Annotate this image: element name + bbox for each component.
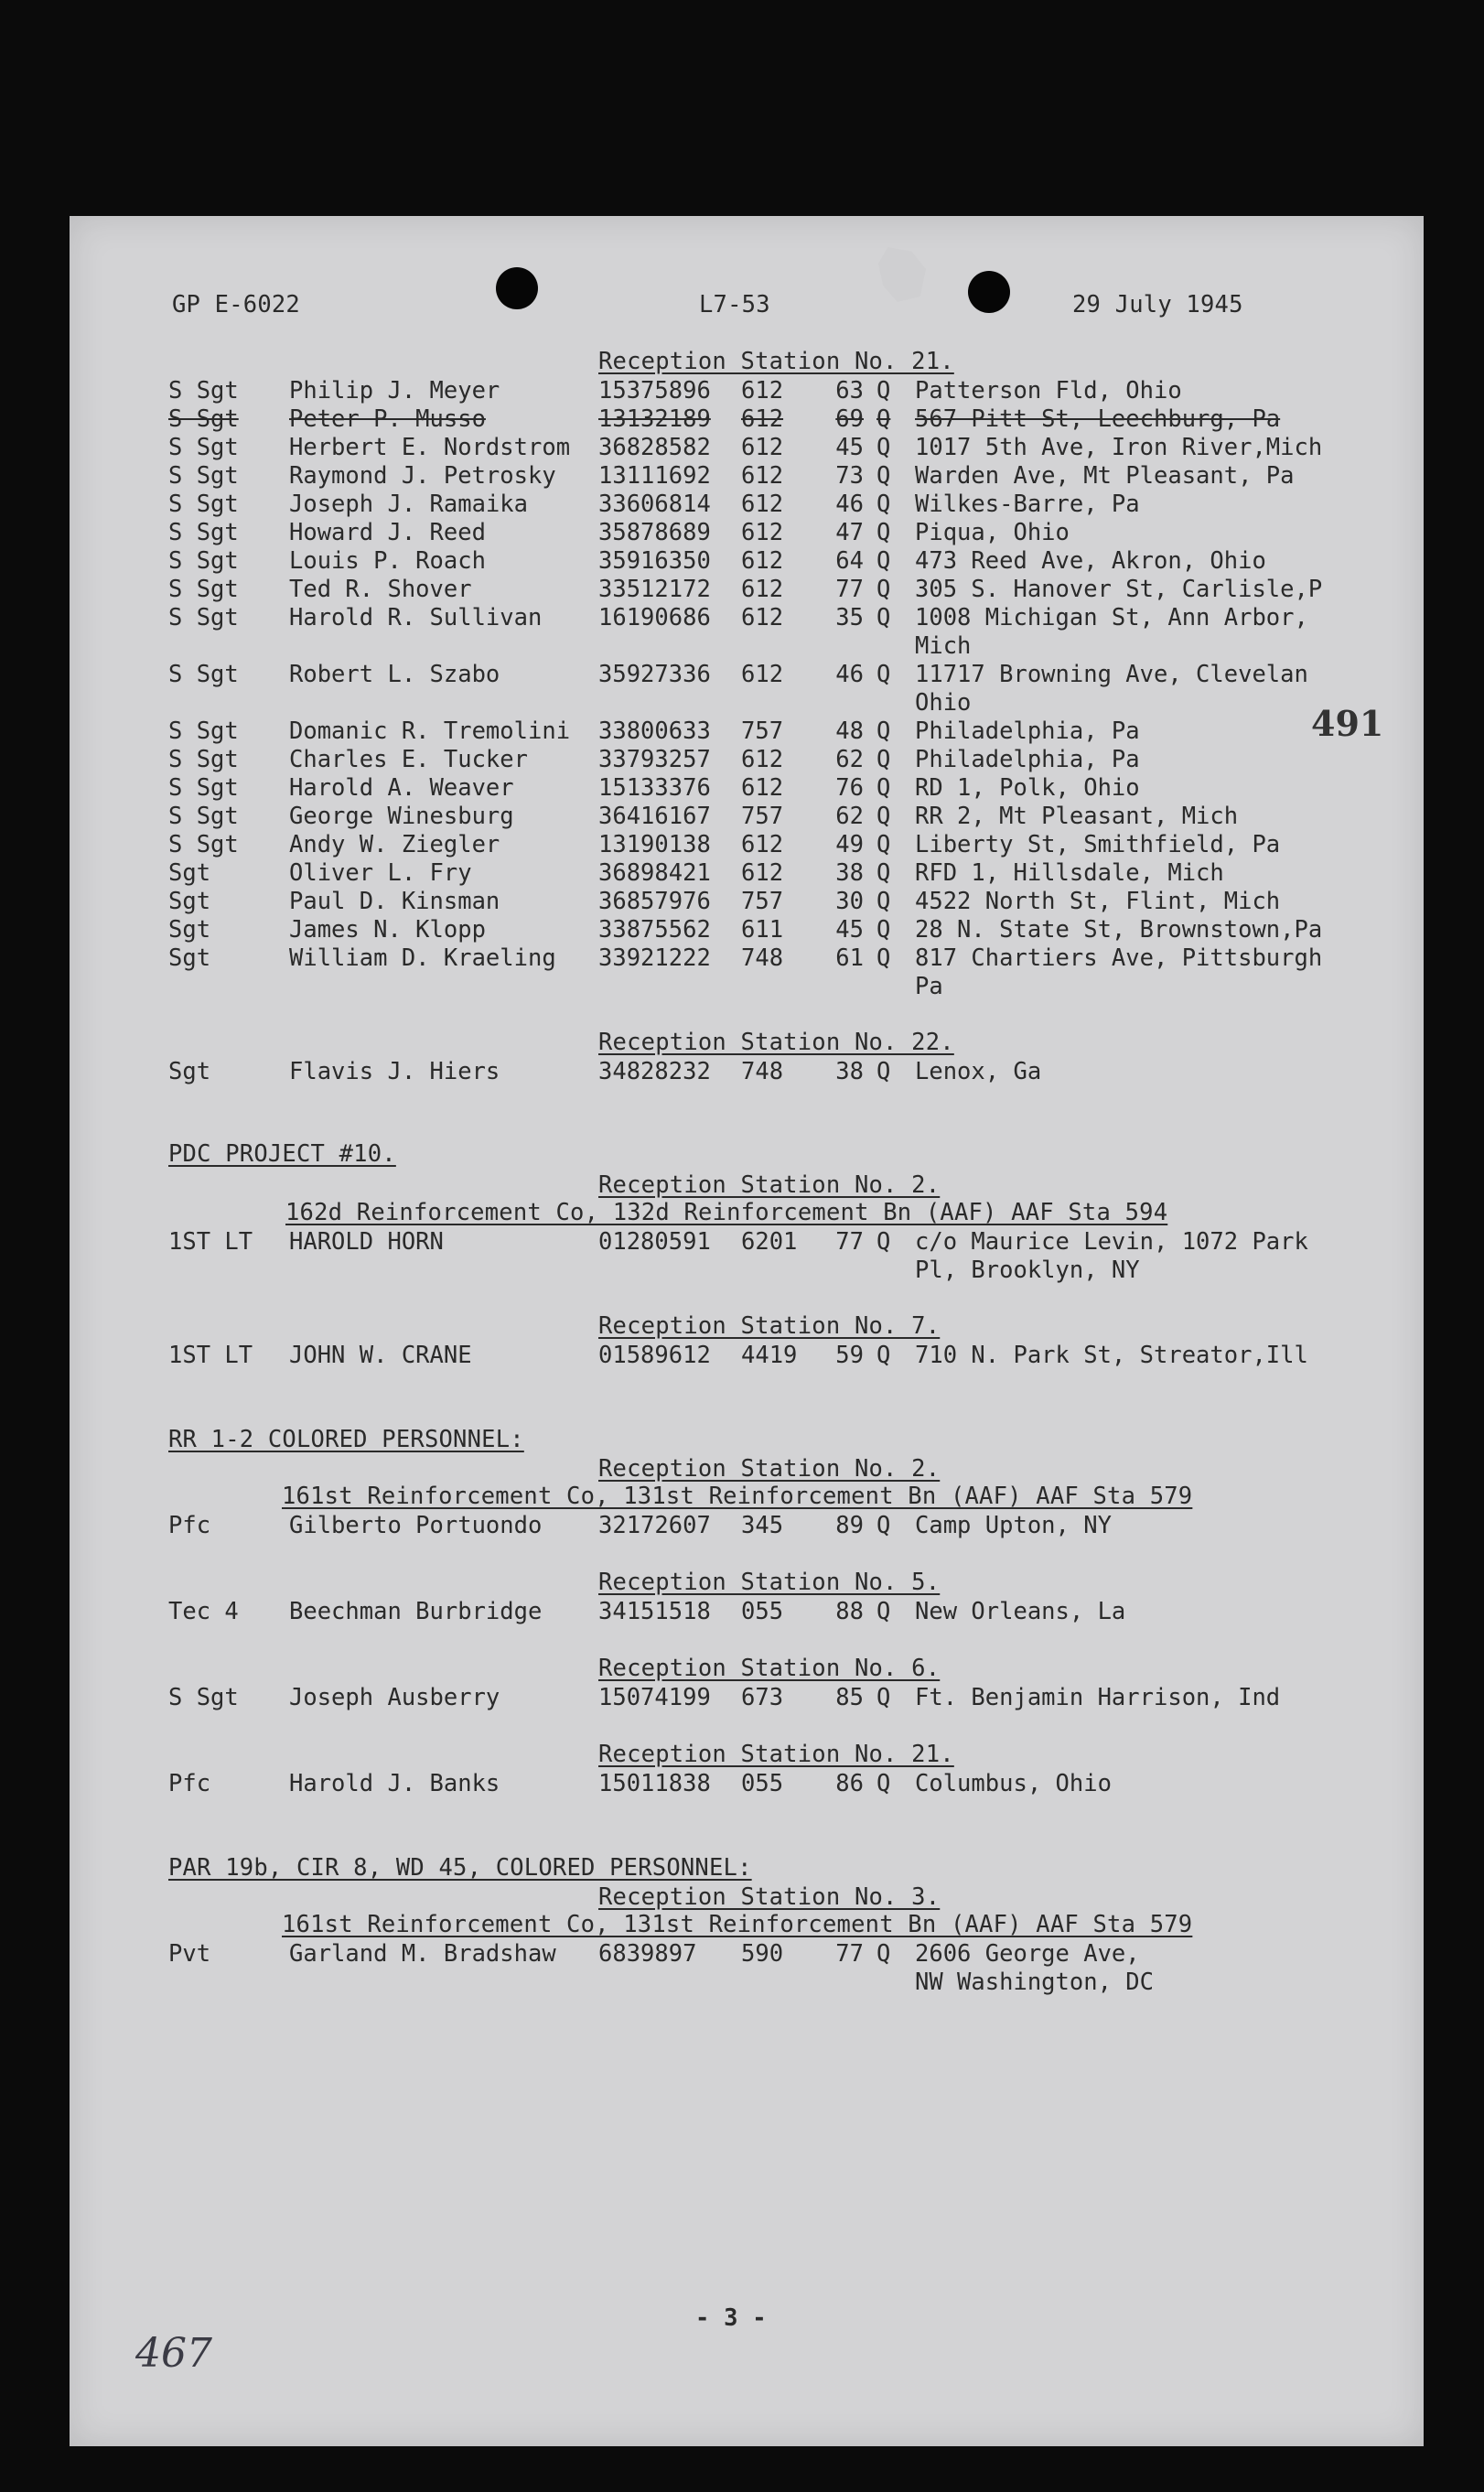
mos-code: 345 (741, 1512, 784, 1539)
score: 73 (835, 462, 864, 490)
mos-code: 612 (741, 774, 784, 802)
name: Joseph J. Ramaika (289, 491, 528, 518)
name: Andy W. Ziegler (289, 831, 500, 858)
serial-number: 13190138 (598, 831, 711, 858)
rank: S Sgt (168, 661, 239, 688)
score: 45 (835, 434, 864, 461)
status: Q (876, 576, 891, 603)
score: 38 (835, 859, 864, 887)
station-heading: Reception Station No. 5. (598, 1569, 941, 1596)
status: Q (876, 746, 891, 773)
mos-code: 757 (741, 888, 784, 915)
name: James N. Klopp (289, 916, 486, 944)
rank: S Sgt (168, 462, 239, 490)
mos-code: 673 (741, 1684, 784, 1711)
serial-number: 36416167 (598, 803, 711, 830)
address: RD 1, Polk, Ohio (915, 774, 1140, 802)
status: Q (876, 519, 891, 546)
name: Harold J. Banks (289, 1770, 500, 1797)
mos-code: 612 (741, 405, 784, 433)
score: 59 (835, 1342, 864, 1369)
table-row (70, 491, 1424, 519)
serial-number: 35916350 (598, 547, 711, 575)
name: Ted R. Shover (289, 576, 472, 603)
serial-number: 32172607 (598, 1512, 711, 1539)
address: 4522 North St, Flint, Mich (915, 888, 1281, 915)
handwritten-note: 467 (135, 2330, 212, 2377)
status: Q (876, 547, 891, 575)
rank: S Sgt (168, 604, 239, 631)
serial-number: 01280591 (598, 1228, 711, 1256)
rank: S Sgt (168, 1684, 239, 1711)
table-row (70, 405, 1424, 434)
name: Robert L. Szabo (289, 661, 500, 688)
address: Liberty St, Smithfield, Pa (915, 831, 1281, 858)
mos-code: 748 (741, 944, 784, 972)
rank: S Sgt (168, 491, 239, 518)
address: Camp Upton, NY (915, 1512, 1112, 1539)
serial-number: 16190686 (598, 604, 711, 631)
name: Flavis J. Hiers (289, 1058, 500, 1085)
score: 49 (835, 831, 864, 858)
status: Q (876, 774, 891, 802)
name: Harold A. Weaver (289, 774, 514, 802)
table-row (70, 519, 1424, 547)
table-row (70, 1684, 1424, 1712)
mos-code: 612 (741, 831, 784, 858)
rank: S Sgt (168, 717, 239, 745)
station-heading: Reception Station No. 2. (598, 1455, 941, 1483)
status: Q (876, 377, 891, 405)
address: RR 2, Mt Pleasant, Mich (915, 803, 1239, 830)
address: RFD 1, Hillsdale, Mich (915, 859, 1224, 887)
mos-code: 612 (741, 491, 784, 518)
score: 35 (835, 604, 864, 631)
serial-number: 13132189 (598, 405, 711, 433)
address: 817 Chartiers Ave, Pittsburgh (915, 944, 1323, 972)
station-heading: Reception Station No. 22. (598, 1029, 954, 1056)
status: Q (876, 1684, 891, 1711)
score: 85 (835, 1684, 864, 1711)
status: Q (876, 859, 891, 887)
status: Q (876, 1058, 891, 1085)
serial-number: 36828582 (598, 434, 711, 461)
rank: S Sgt (168, 803, 239, 830)
table-row (70, 377, 1424, 405)
rank: S Sgt (168, 519, 239, 546)
mos-code: 612 (741, 604, 784, 631)
table-row (70, 1228, 1424, 1257)
score: 62 (835, 803, 864, 830)
address: Philadelphia, Pa (915, 717, 1140, 745)
punch-hole-left (496, 267, 538, 309)
rank: 1ST LT (168, 1228, 253, 1256)
station-heading: Reception Station No. 21. (598, 1741, 954, 1768)
address: Warden Ave, Mt Pleasant, Pa (915, 462, 1295, 490)
name: HAROLD HORN (289, 1228, 444, 1256)
address: 567 Pitt St, Leechburg, Pa (915, 405, 1281, 433)
score: 69 (835, 405, 864, 433)
name: JOHN W. CRANE (289, 1342, 472, 1369)
address: 11717 Browning Ave, Clevelan (915, 661, 1308, 688)
punch-hole-right (968, 271, 1010, 313)
rank: Sgt (168, 944, 211, 972)
rank: Pfc (168, 1770, 211, 1797)
table-row (70, 1058, 1424, 1086)
table-row (70, 604, 1424, 632)
name: Domanic R. Tremolini (289, 717, 571, 745)
serial-number: 6839897 (598, 1940, 697, 1968)
score: 61 (835, 944, 864, 972)
rank: Tec 4 (168, 1598, 239, 1625)
address: Ft. Benjamin Harrison, Ind (915, 1684, 1281, 1711)
status: Q (876, 1342, 891, 1369)
address: 2606 George Ave, (915, 1940, 1140, 1968)
status: Q (876, 434, 891, 461)
address: New Orleans, La (915, 1598, 1126, 1625)
mos-code: 612 (741, 462, 784, 490)
mos-code: 612 (741, 661, 784, 688)
status: Q (876, 462, 891, 490)
unit-heading: 161st Reinforcement Co, 131st Reinforcement Bn (AAF) AAF Sta 579 (282, 1911, 1193, 1938)
status: Q (876, 1598, 891, 1625)
score: 47 (835, 519, 864, 546)
rank: Pfc (168, 1512, 211, 1539)
mos-code: 612 (741, 746, 784, 773)
mos-code: 611 (741, 916, 784, 944)
address: Wilkes-Barre, Pa (915, 491, 1140, 518)
section-title: PAR 19b, CIR 8, WD 45, COLORED PERSONNEL: (168, 1854, 752, 1882)
name: William D. Kraeling (289, 944, 556, 972)
serial-number: 33793257 (598, 746, 711, 773)
score: 86 (835, 1770, 864, 1797)
address-continued: NW Washington, DC (915, 1969, 1154, 1996)
serial-number: 15133376 (598, 774, 711, 802)
table-row (70, 859, 1424, 888)
station-heading: Reception Station No. 2. (598, 1171, 941, 1199)
mos-code: 055 (741, 1770, 784, 1797)
rank: Sgt (168, 916, 211, 944)
section-title: RR 1-2 COLORED PERSONNEL: (168, 1426, 524, 1453)
address-continued: Mich (915, 632, 972, 660)
serial-number: 15375896 (598, 377, 711, 405)
rank: Sgt (168, 859, 211, 887)
table-row (70, 1512, 1424, 1540)
form-code: GP E-6022 (172, 291, 300, 318)
status: Q (876, 717, 891, 745)
torn-corner (878, 247, 926, 302)
address: 1008 Michigan St, Ann Arbor, (915, 604, 1308, 631)
mos-code: 612 (741, 859, 784, 887)
address-continued: Ohio (915, 689, 972, 717)
status: Q (876, 1770, 891, 1797)
mos-code: 612 (741, 547, 784, 575)
serial-number: 33606814 (598, 491, 711, 518)
rank: Sgt (168, 1058, 211, 1085)
mos-code: 757 (741, 717, 784, 745)
status: Q (876, 491, 891, 518)
table-row (70, 434, 1424, 462)
name: Oliver L. Fry (289, 859, 472, 887)
score: 64 (835, 547, 864, 575)
table-row (70, 547, 1424, 576)
mos-code: 757 (741, 803, 784, 830)
score: 48 (835, 717, 864, 745)
status: Q (876, 1228, 891, 1256)
serial-number: 33800633 (598, 717, 711, 745)
mos-code: 612 (741, 576, 784, 603)
rank: S Sgt (168, 377, 239, 405)
address: Philadelphia, Pa (915, 746, 1140, 773)
status: Q (876, 1940, 891, 1968)
address: c/o Maurice Levin, 1072 Park (915, 1228, 1308, 1256)
score: 46 (835, 491, 864, 518)
table-row (70, 831, 1424, 859)
mos-code: 612 (741, 519, 784, 546)
stamp-number: 491 (1311, 703, 1384, 744)
table-row (70, 462, 1424, 491)
score: 77 (835, 576, 864, 603)
serial-number: 33921222 (598, 944, 711, 972)
serial-number: 36898421 (598, 859, 711, 887)
address: 305 S. Hanover St, Carlisle,P (915, 576, 1323, 603)
table-row (70, 1940, 1424, 1969)
rank: S Sgt (168, 576, 239, 603)
name: Beechman Burbridge (289, 1598, 543, 1625)
address: 473 Reed Ave, Akron, Ohio (915, 547, 1266, 575)
serial-number: 15011838 (598, 1770, 711, 1797)
table-row (70, 803, 1424, 831)
station-heading: Reception Station No. 21. (598, 348, 954, 375)
score: 30 (835, 888, 864, 915)
name: Paul D. Kinsman (289, 888, 500, 915)
status: Q (876, 831, 891, 858)
unit-heading: 162d Reinforcement Co, 132d Reinforcement Bn (AAF) AAF Sta 594 (285, 1199, 1168, 1226)
table-row (70, 576, 1424, 604)
status: Q (876, 405, 891, 433)
score: 76 (835, 774, 864, 802)
rank: S Sgt (168, 831, 239, 858)
station-heading: Reception Station No. 6. (598, 1655, 941, 1682)
name: Garland M. Bradshaw (289, 1940, 556, 1968)
score: 46 (835, 661, 864, 688)
station-heading: Reception Station No. 3. (598, 1883, 941, 1911)
name: Howard J. Reed (289, 519, 486, 546)
rank: Sgt (168, 888, 211, 915)
rank: S Sgt (168, 774, 239, 802)
name: George Winesburg (289, 803, 514, 830)
table-row (70, 944, 1424, 973)
status: Q (876, 916, 891, 944)
serial-number: 34828232 (598, 1058, 711, 1085)
status: Q (876, 661, 891, 688)
rank: S Sgt (168, 547, 239, 575)
serial-number: 35927336 (598, 661, 711, 688)
rank: S Sgt (168, 746, 239, 773)
serial-number: 15074199 (598, 1684, 711, 1711)
table-row (70, 717, 1424, 746)
section-title: PDC PROJECT #10. (168, 1140, 396, 1168)
document-ref: L7-53 (699, 291, 770, 318)
table-row (70, 1598, 1424, 1626)
score: 89 (835, 1512, 864, 1539)
serial-number: 01589612 (598, 1342, 711, 1369)
name: Philip J. Meyer (289, 377, 500, 405)
serial-number: 35878689 (598, 519, 711, 546)
name: Charles E. Tucker (289, 746, 528, 773)
mos-code: 4419 (741, 1342, 798, 1369)
name: Peter P. Musso (289, 405, 486, 433)
document-date: 29 July 1945 (1072, 291, 1243, 318)
score: 45 (835, 916, 864, 944)
name: Herbert E. Nordstrom (289, 434, 571, 461)
name: Louis P. Roach (289, 547, 486, 575)
serial-number: 36857976 (598, 888, 711, 915)
score: 77 (835, 1940, 864, 1968)
name: Gilberto Portuondo (289, 1512, 543, 1539)
status: Q (876, 803, 891, 830)
serial-number: 13111692 (598, 462, 711, 490)
serial-number: 33512172 (598, 576, 711, 603)
status: Q (876, 604, 891, 631)
table-row (70, 1770, 1424, 1798)
address: 710 N. Park St, Streator,Ill (915, 1342, 1308, 1369)
score: 63 (835, 377, 864, 405)
mos-code: 590 (741, 1940, 784, 1968)
address-continued: Pl, Brooklyn, NY (915, 1257, 1140, 1284)
table-row (70, 746, 1424, 774)
mos-code: 6201 (741, 1228, 798, 1256)
address-continued: Pa (915, 973, 943, 1000)
address: 28 N. State St, Brownstown,Pa (915, 916, 1323, 944)
name: Joseph Ausberry (289, 1684, 500, 1711)
address: Piqua, Ohio (915, 519, 1070, 546)
score: 62 (835, 746, 864, 773)
mos-code: 612 (741, 377, 784, 405)
score: 38 (835, 1058, 864, 1085)
unit-heading: 161st Reinforcement Co, 131st Reinforcement Bn (AAF) AAF Sta 579 (282, 1483, 1193, 1510)
rank: 1ST LT (168, 1342, 253, 1369)
mos-code: 748 (741, 1058, 784, 1085)
address: Columbus, Ohio (915, 1770, 1112, 1797)
score: 77 (835, 1228, 864, 1256)
mos-code: 055 (741, 1598, 784, 1625)
address: 1017 5th Ave, Iron River,Mich (915, 434, 1323, 461)
rank: Pvt (168, 1940, 211, 1968)
status: Q (876, 888, 891, 915)
page-number: - 3 - (695, 2304, 767, 2332)
table-row (70, 774, 1424, 803)
address: Patterson Fld, Ohio (915, 377, 1182, 405)
serial-number: 34151518 (598, 1598, 711, 1625)
table-row (70, 1342, 1424, 1370)
station-heading: Reception Station No. 7. (598, 1312, 941, 1340)
table-row (70, 888, 1424, 916)
rank: S Sgt (168, 434, 239, 461)
serial-number: 33875562 (598, 916, 711, 944)
mos-code: 612 (741, 434, 784, 461)
rank: S Sgt (168, 405, 239, 433)
address: Lenox, Ga (915, 1058, 1042, 1085)
table-row (70, 916, 1424, 944)
status: Q (876, 944, 891, 972)
table-row (70, 661, 1424, 689)
name: Harold R. Sullivan (289, 604, 543, 631)
document-page (70, 216, 1424, 2446)
score: 88 (835, 1598, 864, 1625)
status: Q (876, 1512, 891, 1539)
name: Raymond J. Petrosky (289, 462, 556, 490)
